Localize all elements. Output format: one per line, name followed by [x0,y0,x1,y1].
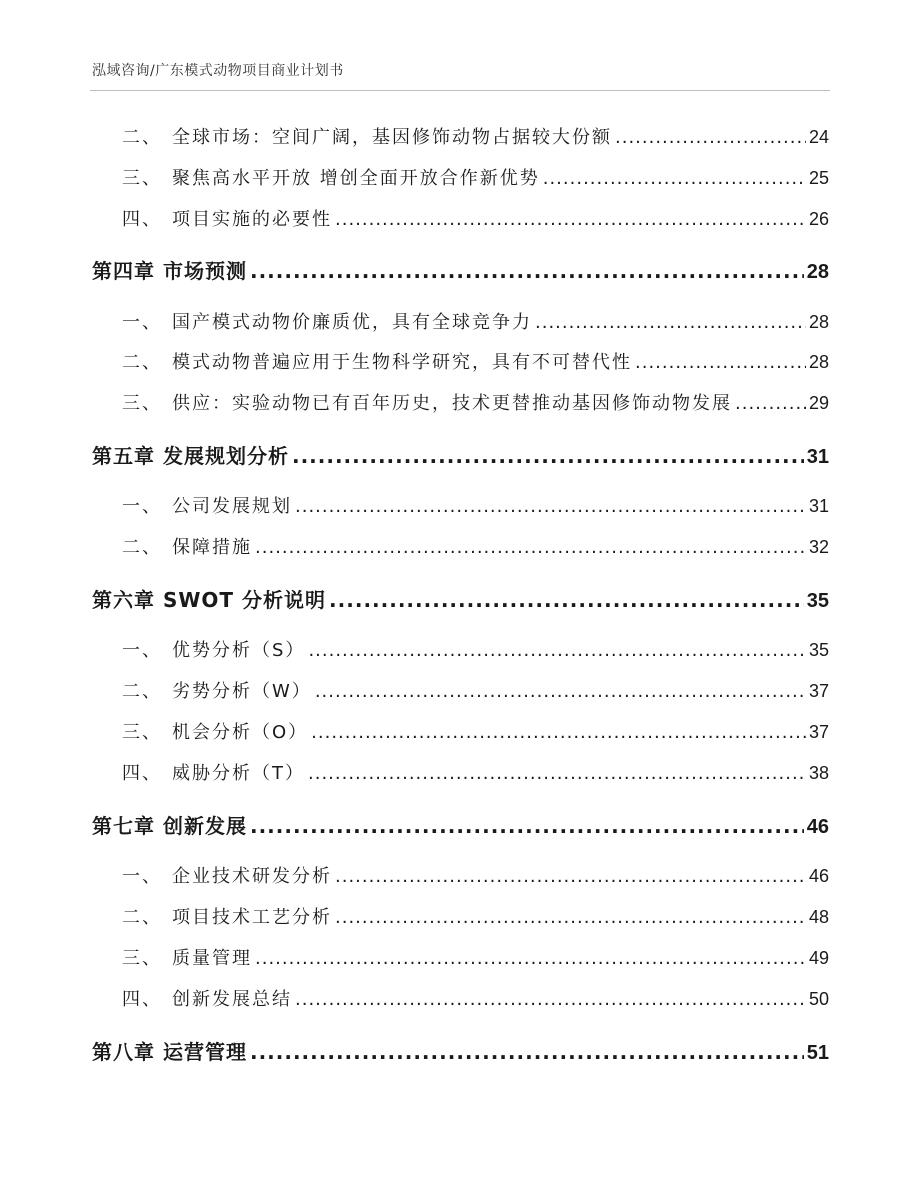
toc-entry[interactable] [122,533,829,559]
toc-entry-number: 一、 [122,640,162,661]
toc-entry-number: 二、 [122,537,162,558]
toc-entry-page: 25 [808,168,829,188]
toc-entry-page: 24 [808,127,829,147]
toc-entry-title: 项目实施的必要性 [172,209,332,230]
toc-entry[interactable] [122,123,829,149]
toc-entry-title: 供应：实验动物已有百年历史，技术更替推动基因修饰动物发展 [172,393,732,414]
toc-entry[interactable] [122,205,829,231]
toc-entry-title: 威胁分析（T） [172,763,305,784]
toc-entry-number: 四、 [122,209,162,230]
toc-dot-leader [255,537,806,558]
toc-dot-leader [335,907,806,928]
running-header: 泓域咨询/广东模式动物项目商业计划书 [92,63,344,79]
toc-chapter-title: 第七章 创新发展 [92,814,247,838]
toc-chapter[interactable] [92,255,829,284]
toc-entry-number: 一、 [122,866,162,887]
toc-entry-number: 一、 [122,496,162,517]
toc-chapter-page: 28 [806,261,829,283]
toc-entry-title: 全球市场：空间广阔，基因修饰动物占据较大份额 [172,127,612,148]
toc-dot-leader [250,259,804,283]
toc-chapter-page: 46 [806,816,829,838]
toc-entry-number: 三、 [122,722,162,743]
toc-dot-leader [543,168,806,189]
toc-entry-page: 35 [808,640,829,660]
toc-entry-page: 50 [808,989,829,1009]
toc-chapter-title: 第五章 发展规划分析 [92,444,289,468]
toc-entry[interactable] [122,862,829,888]
toc-entry[interactable] [122,492,829,518]
toc-entry-page: 48 [808,907,829,927]
toc-entry-number: 二、 [122,681,162,702]
toc-dot-leader [308,763,806,784]
toc-entry-number: 三、 [122,393,162,414]
toc-dot-leader [250,1040,804,1064]
toc-chapter-page: 35 [806,590,829,612]
toc-dot-leader [535,312,806,333]
toc-dot-leader [295,989,806,1010]
toc-entry-page: 31 [808,496,829,516]
toc-entry-number: 四、 [122,763,162,784]
toc-chapter[interactable] [92,440,829,469]
toc-entry[interactable] [122,903,829,929]
toc-dot-leader [308,640,806,661]
toc-dot-leader [335,209,806,230]
toc-entry[interactable] [122,944,829,970]
toc-chapter-title: 第四章 市场预测 [92,259,247,283]
toc-entry-title: 企业技术研发分析 [172,866,332,887]
toc-dot-leader [335,866,806,887]
toc-entry[interactable] [122,759,829,785]
toc-entry-number: 四、 [122,989,162,1010]
toc-entry[interactable] [122,308,829,334]
toc-entry[interactable] [122,389,829,415]
toc-entry-page: 32 [808,537,829,557]
toc-chapter-page: 51 [806,1042,829,1064]
toc-dot-leader [292,444,804,468]
toc-entry-title: 项目技术工艺分析 [172,907,332,928]
toc-entry[interactable] [122,348,829,374]
toc-chapter[interactable] [92,1036,829,1065]
toc-entry-page: 28 [808,352,829,372]
toc-chapter-title: 第六章 SWOT 分析说明 [92,588,327,612]
toc-entry-title: 聚焦高水平开放 增创全面开放合作新优势 [172,168,540,189]
toc-entry-title: 质量管理 [172,948,252,969]
toc-entry-page: 37 [808,722,829,742]
toc-dot-leader [735,393,806,414]
toc-dot-leader [255,948,806,969]
toc-dot-leader [250,814,804,838]
toc-chapter-title: 第八章 运营管理 [92,1040,247,1064]
toc-entry-title: 优势分析（S） [172,640,306,661]
toc-dot-leader [311,722,806,743]
toc-dot-leader [295,496,806,517]
toc-entry-page: 38 [808,763,829,783]
toc-entry-title: 劣势分析（W） [172,681,312,702]
toc-entry[interactable] [122,677,829,703]
toc-entry-title: 公司发展规划 [172,496,292,517]
toc-entry-number: 二、 [122,907,162,928]
toc-entry-page: 46 [808,866,829,886]
toc-entry-title: 创新发展总结 [172,989,292,1010]
toc-entry-number: 二、 [122,352,162,373]
toc-entry-page: 37 [808,681,829,701]
toc-entry[interactable] [122,636,829,662]
toc-entry-title: 模式动物普遍应用于生物科学研究，具有不可替代性 [172,352,632,373]
toc-dot-leader [315,681,806,702]
toc-entry[interactable] [122,718,829,744]
toc-entry-page: 29 [808,393,829,413]
toc-entry-title: 保障措施 [172,537,252,558]
toc-entry[interactable] [122,985,829,1011]
toc-entry[interactable] [122,164,829,190]
toc-chapter[interactable] [92,810,829,839]
toc-chapter[interactable] [92,584,829,613]
toc-entry-number: 三、 [122,168,162,189]
toc-dot-leader [615,127,806,148]
toc-entry-number: 二、 [122,127,162,148]
toc-entry-page: 28 [808,312,829,332]
toc-entry-title: 机会分析（O） [172,722,309,743]
toc-entry-page: 49 [808,948,829,968]
toc-entry-title: 国产模式动物价廉质优，具有全球竞争力 [172,312,532,333]
toc-chapter-page: 31 [806,446,829,468]
toc-entry-number: 一、 [122,312,162,333]
toc-dot-leader [635,352,806,373]
toc-entry-page: 26 [808,209,829,229]
toc-entry-number: 三、 [122,948,162,969]
toc-dot-leader [329,588,804,612]
